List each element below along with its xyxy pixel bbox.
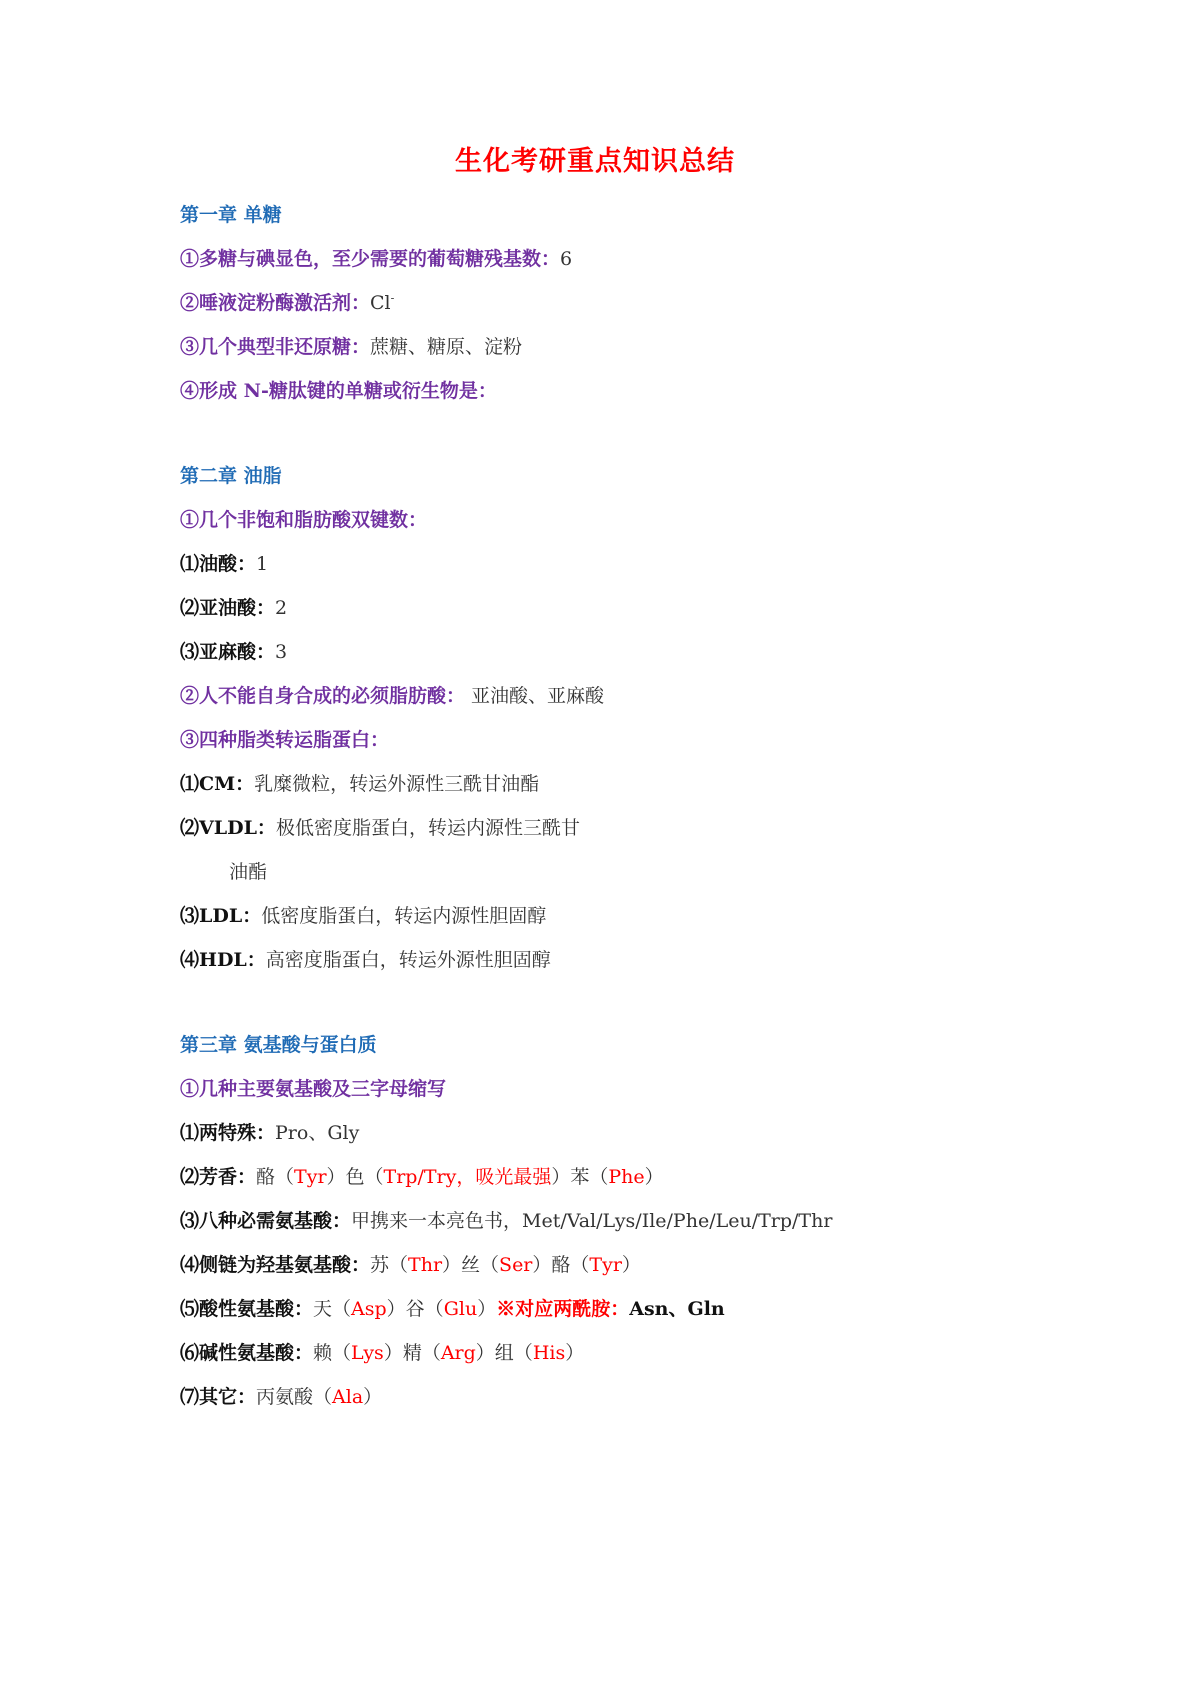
ch2-lipo-1 [180, 768, 539, 800]
text: ）苯（ [551, 1166, 609, 1188]
ch3-aa-3 [180, 1205, 832, 1237]
ch3-aa-1 [180, 1117, 359, 1149]
item-value: Cl [370, 292, 391, 314]
item-label: ①几种主要氨基酸及三字母缩写 [180, 1078, 447, 1100]
item-label: ⑶八种必需氨基酸： [180, 1210, 352, 1232]
item-value: 1 [256, 553, 269, 575]
ch1-item-2 [180, 287, 394, 319]
abbr: Tyr [294, 1166, 327, 1188]
item-label: ①几个非饱和脂肪酸双键数： [180, 509, 428, 531]
item-value: 乳糜微粒，转运外源性三酰甘油酯 [254, 773, 540, 795]
ch3-aa-5 [180, 1293, 725, 1325]
ch2-lipo-4 [180, 944, 551, 976]
item-label: ⑺其它： [180, 1386, 257, 1408]
ch3-aa-6 [180, 1337, 584, 1369]
text: 苏（ [370, 1254, 409, 1276]
abbr: Glu [443, 1298, 478, 1320]
abbr: Ser [499, 1254, 533, 1276]
text: ）谷（ [386, 1298, 444, 1320]
abbr: Thr [408, 1254, 443, 1276]
item-label: ⑷侧链为羟基氨基酸： [180, 1254, 371, 1276]
item-label: ③几个典型非还原糖： [180, 336, 371, 358]
amides: Asn、Gln [629, 1298, 725, 1320]
item-value: 亚油酸、亚麻酸 [465, 685, 605, 707]
item-label: ⑴油酸： [180, 553, 257, 575]
ch2-sub-2 [180, 592, 287, 624]
item-label: ③四种脂类转运脂蛋白： [180, 729, 390, 751]
ch2-lipo-2 [180, 812, 580, 844]
item-label: ①多糖与碘显色，至少需要的葡萄糖残基数： [180, 248, 561, 270]
item-value: 6 [560, 248, 573, 270]
ch3-item-1 [180, 1073, 446, 1105]
item-value: 高密度脂蛋白，转运外源性胆固醇 [265, 949, 551, 971]
item-label: ②人不能自身合成的必须脂肪酸： [180, 685, 466, 707]
item-value: 极低密度脂蛋白，转运内源性三酰甘 [275, 817, 580, 839]
ch2-sub-1 [180, 548, 268, 580]
text: ） [477, 1298, 497, 1320]
abbr: His [532, 1342, 566, 1364]
abbr: Arg [440, 1342, 476, 1364]
abbr: Trp/Try，吸光最强 [383, 1166, 552, 1188]
item-label: ⑷HDL： [180, 949, 266, 971]
chapter-1-heading: 第一章 单糖 [180, 204, 282, 226]
abbr: Lys [351, 1342, 384, 1364]
item-label: ⑸酸性氨基酸： [180, 1298, 314, 1320]
ch2-lipo-3 [180, 900, 546, 932]
ch3-aa-4 [180, 1249, 641, 1281]
ch2-item-3 [180, 724, 389, 756]
item-label: ④形成 N-糖肽键的单糖或衍生物是： [180, 380, 497, 402]
text: 天（ [313, 1298, 352, 1320]
text: 赖（ [313, 1342, 352, 1364]
ch1-item-4 [180, 375, 497, 407]
superscript: - [390, 291, 395, 305]
note: ※对应两酰胺： [496, 1298, 630, 1320]
ch2-lipo-2-continuation [229, 856, 267, 888]
item-label: ⑵亚油酸： [180, 597, 276, 619]
text: ） [621, 1254, 641, 1276]
item-value: 蔗糖、糖原、淀粉 [370, 336, 523, 358]
ch2-item-2 [180, 680, 604, 712]
ch3-aa-2 [180, 1161, 664, 1193]
item-value: 油酯 [229, 861, 268, 883]
item-label: ⑴CM： [180, 773, 255, 795]
text: ）精（ [383, 1342, 441, 1364]
abbr: Tyr [589, 1254, 622, 1276]
ch1-item-3 [180, 331, 522, 363]
item-value: 2 [275, 597, 288, 619]
abbr: Ala [332, 1386, 364, 1408]
text: ） [565, 1342, 585, 1364]
text: ）酪（ [532, 1254, 590, 1276]
text: ） [363, 1386, 383, 1408]
ch2-item-1 [180, 504, 427, 536]
item-value: Pro、Gly [275, 1122, 360, 1144]
item-label: ⑵芳香： [180, 1166, 257, 1188]
text: ）色（ [326, 1166, 384, 1188]
abbr: Asp [351, 1298, 387, 1320]
item-value: 低密度脂蛋白，转运内源性胆固醇 [261, 905, 547, 927]
item-label: ⑴两特殊： [180, 1122, 276, 1144]
text: ）组（ [475, 1342, 533, 1364]
item-value: 3 [275, 641, 288, 663]
ch2-sub-3 [180, 636, 287, 668]
text: ）丝（ [442, 1254, 500, 1276]
ch3-aa-7 [180, 1381, 382, 1413]
text: 丙氨酸（ [256, 1386, 333, 1408]
text: ） [644, 1166, 664, 1188]
page-title: 生化考研重点知识总结 [455, 146, 735, 177]
chapter-2-heading: 第二章 油脂 [180, 465, 282, 487]
chapter-3-heading: 第三章 氨基酸与蛋白质 [180, 1034, 377, 1056]
item-label: ⑵VLDL： [180, 817, 276, 839]
item-label: ⑶LDL： [180, 905, 262, 927]
text: 酪（ [256, 1166, 295, 1188]
item-value: 甲携来一本亮色书，Met/Val/Lys/Ile/Phe/Leu/Trp/Thr [351, 1210, 833, 1232]
item-label: ⑹碱性氨基酸： [180, 1342, 314, 1364]
abbr: Phe [608, 1166, 645, 1188]
item-label: ⑶亚麻酸： [180, 641, 276, 663]
ch1-item-1 [180, 243, 572, 275]
item-label: ②唾液淀粉酶激活剂： [180, 292, 371, 314]
